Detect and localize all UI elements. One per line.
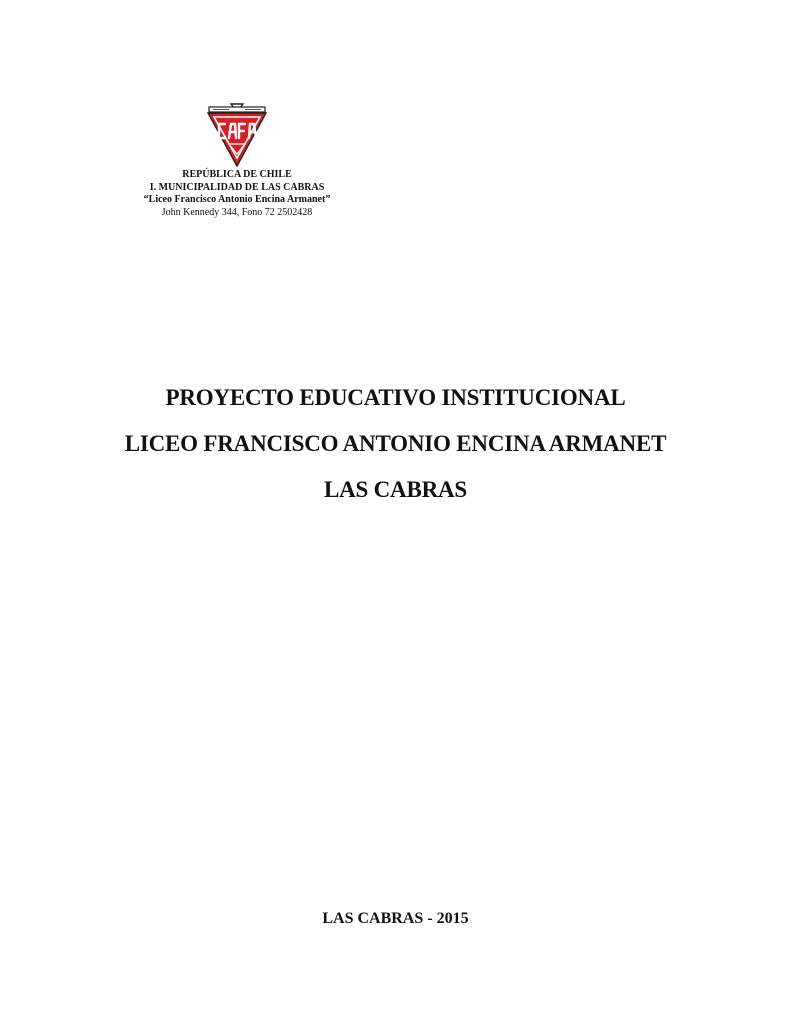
title-line-school: LICEO FRANCISCO ANTONIO ENCINA ARMANET bbox=[124, 431, 667, 456]
letterhead bbox=[87, 169, 387, 219]
letterhead-school-name: “Liceo Francisco Antonio Encina Armanet” bbox=[143, 194, 331, 205]
title-line-project: PROYECTO EDUCATIVO INSTITUCIONAL bbox=[165, 385, 626, 410]
letterhead-address: John Kennedy 344, Fono 72 2502428 bbox=[161, 206, 313, 218]
letterhead-country: REPÚBLICA DE CHILE bbox=[182, 169, 292, 180]
title-line-city: LAS CABRAS bbox=[323, 477, 468, 502]
document-title bbox=[0, 379, 791, 517]
letterhead-municipality: I. MUNICIPALIDAD DE LAS CABRAS bbox=[149, 181, 325, 193]
footer-place-year: LAS CABRAS - 2015 bbox=[322, 910, 469, 927]
school-crest-icon bbox=[205, 100, 269, 168]
